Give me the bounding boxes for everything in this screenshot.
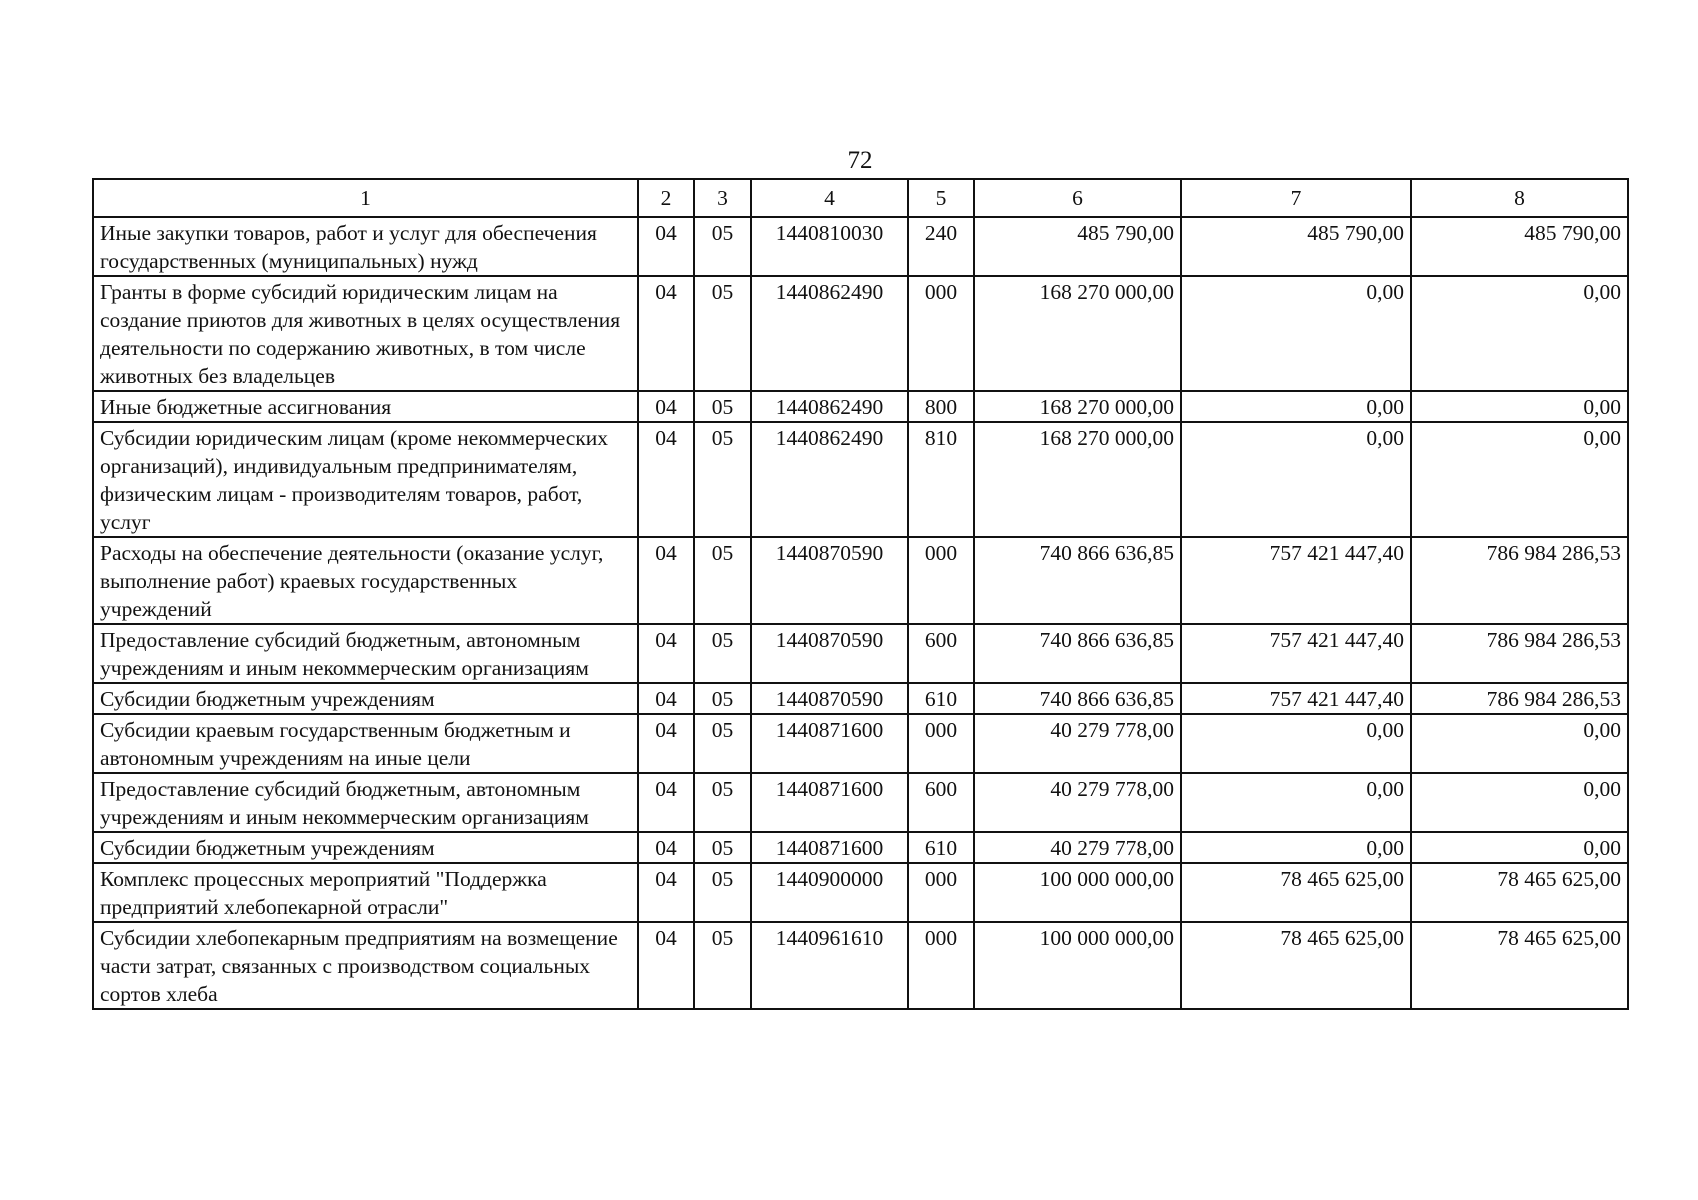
table-row — [93, 683, 1628, 714]
expense-name: Расходы на обеспечение деятельности (оказание услуг, выполнение работ) краевых государственных учреждений — [93, 537, 638, 624]
amount-col-7: 78 465 625,00 — [1181, 863, 1411, 922]
section-code: 04 — [638, 217, 694, 276]
column-header: 8 — [1411, 179, 1628, 217]
budget-table — [92, 178, 1629, 1010]
section-code: 04 — [638, 391, 694, 422]
expense-type-code: 000 — [908, 714, 974, 773]
subsection-code: 05 — [694, 683, 751, 714]
expense-type-code: 610 — [908, 683, 974, 714]
expense-name: Предоставление субсидий бюджетным, автономным учреждениям и иным некоммерческим организациям — [93, 624, 638, 683]
subsection-code: 05 — [694, 714, 751, 773]
amount-col-6: 40 279 778,00 — [974, 832, 1181, 863]
header-row — [93, 179, 1628, 217]
section-code: 04 — [638, 624, 694, 683]
amount-col-6: 40 279 778,00 — [974, 714, 1181, 773]
section-code: 04 — [638, 537, 694, 624]
table-row — [93, 276, 1628, 391]
section-code: 04 — [638, 422, 694, 537]
amount-col-6: 168 270 000,00 — [974, 276, 1181, 391]
target-article-code: 1440871600 — [751, 832, 908, 863]
section-code: 04 — [638, 832, 694, 863]
target-article-code: 1440870590 — [751, 624, 908, 683]
target-article-code: 1440810030 — [751, 217, 908, 276]
expense-type-code: 810 — [908, 422, 974, 537]
expense-name: Иные бюджетные ассигнования — [93, 391, 638, 422]
target-article-code: 1440862490 — [751, 391, 908, 422]
table-row — [93, 217, 1628, 276]
amount-col-8: 0,00 — [1411, 773, 1628, 832]
section-code: 04 — [638, 773, 694, 832]
amount-col-6: 168 270 000,00 — [974, 422, 1181, 537]
expense-name: Субсидии бюджетным учреждениям — [93, 832, 638, 863]
column-header: 1 — [93, 179, 638, 217]
expense-name: Субсидии хлебопекарным предприятиям на возмещение части затрат, связанных с производством социальных сортов хлеба — [93, 922, 638, 1009]
subsection-code: 05 — [694, 863, 751, 922]
expense-type-code: 800 — [908, 391, 974, 422]
amount-col-6: 485 790,00 — [974, 217, 1181, 276]
expense-name: Субсидии бюджетным учреждениям — [93, 683, 638, 714]
amount-col-8: 786 984 286,53 — [1411, 683, 1628, 714]
target-article-code: 1440900000 — [751, 863, 908, 922]
column-header: 2 — [638, 179, 694, 217]
amount-col-7: 0,00 — [1181, 422, 1411, 537]
page-number: 72 — [847, 147, 873, 174]
subsection-code: 05 — [694, 217, 751, 276]
amount-col-6: 100 000 000,00 — [974, 922, 1181, 1009]
table-row — [93, 624, 1628, 683]
target-article-code: 1440870590 — [751, 537, 908, 624]
column-header: 7 — [1181, 179, 1411, 217]
table-row — [93, 832, 1628, 863]
subsection-code: 05 — [694, 832, 751, 863]
expense-name: Комплекс процессных мероприятий "Поддержка предприятий хлебопекарной отрасли" — [93, 863, 638, 922]
expense-type-code: 000 — [908, 537, 974, 624]
amount-col-8: 786 984 286,53 — [1411, 624, 1628, 683]
expense-name: Иные закупки товаров, работ и услуг для обеспечения государственных (муниципальных) нужд — [93, 217, 638, 276]
amount-col-8: 78 465 625,00 — [1411, 863, 1628, 922]
amount-col-7: 757 421 447,40 — [1181, 537, 1411, 624]
column-header: 4 — [751, 179, 908, 217]
section-code: 04 — [638, 922, 694, 1009]
column-header: 3 — [694, 179, 751, 217]
target-article-code: 1440870590 — [751, 683, 908, 714]
amount-col-6: 168 270 000,00 — [974, 391, 1181, 422]
subsection-code: 05 — [694, 422, 751, 537]
column-header: 5 — [908, 179, 974, 217]
amount-col-8: 0,00 — [1411, 714, 1628, 773]
subsection-code: 05 — [694, 624, 751, 683]
section-code: 04 — [638, 863, 694, 922]
table-row — [93, 714, 1628, 773]
target-article-code: 1440862490 — [751, 422, 908, 537]
amount-col-7: 485 790,00 — [1181, 217, 1411, 276]
subsection-code: 05 — [694, 537, 751, 624]
amount-col-8: 0,00 — [1411, 422, 1628, 537]
amount-col-6: 40 279 778,00 — [974, 773, 1181, 832]
amount-col-8: 0,00 — [1411, 276, 1628, 391]
column-header: 6 — [974, 179, 1181, 217]
subsection-code: 05 — [694, 922, 751, 1009]
amount-col-8: 78 465 625,00 — [1411, 922, 1628, 1009]
expense-type-code: 600 — [908, 624, 974, 683]
subsection-code: 05 — [694, 773, 751, 832]
section-code: 04 — [638, 714, 694, 773]
amount-col-7: 0,00 — [1181, 391, 1411, 422]
expense-type-code: 000 — [908, 922, 974, 1009]
amount-col-6: 740 866 636,85 — [974, 683, 1181, 714]
amount-col-7: 0,00 — [1181, 832, 1411, 863]
subsection-code: 05 — [694, 276, 751, 391]
section-code: 04 — [638, 683, 694, 714]
table-row — [93, 391, 1628, 422]
expense-type-code: 600 — [908, 773, 974, 832]
target-article-code: 1440862490 — [751, 276, 908, 391]
expense-type-code: 240 — [908, 217, 974, 276]
amount-col-8: 485 790,00 — [1411, 217, 1628, 276]
table-row — [93, 922, 1628, 1009]
table-row — [93, 537, 1628, 624]
amount-col-7: 0,00 — [1181, 714, 1411, 773]
amount-col-7: 757 421 447,40 — [1181, 624, 1411, 683]
amount-col-7: 0,00 — [1181, 773, 1411, 832]
amount-col-7: 757 421 447,40 — [1181, 683, 1411, 714]
expense-name: Субсидии краевым государственным бюджетным и автономным учреждениям на иные цели — [93, 714, 638, 773]
expense-type-code: 000 — [908, 276, 974, 391]
amount-col-8: 0,00 — [1411, 391, 1628, 422]
amount-col-6: 740 866 636,85 — [974, 624, 1181, 683]
table-row — [93, 863, 1628, 922]
amount-col-8: 0,00 — [1411, 832, 1628, 863]
expense-type-code: 610 — [908, 832, 974, 863]
expense-type-code: 000 — [908, 863, 974, 922]
target-article-code: 1440961610 — [751, 922, 908, 1009]
section-code: 04 — [638, 276, 694, 391]
expense-name: Гранты в форме субсидий юридическим лицам на создание приютов для животных в целях осуществления деятельности по содержанию животных, в том числе животных без владельцев — [93, 276, 638, 391]
expense-name: Субсидии юридическим лицам (кроме некоммерческих организаций), индивидуальным предпринимателям, физическим лицам - производителям товаров, работ, услуг — [93, 422, 638, 537]
amount-col-7: 78 465 625,00 — [1181, 922, 1411, 1009]
target-article-code: 1440871600 — [751, 714, 908, 773]
amount-col-6: 100 000 000,00 — [974, 863, 1181, 922]
amount-col-8: 786 984 286,53 — [1411, 537, 1628, 624]
target-article-code: 1440871600 — [751, 773, 908, 832]
amount-col-7: 0,00 — [1181, 276, 1411, 391]
amount-col-6: 740 866 636,85 — [974, 537, 1181, 624]
expense-name: Предоставление субсидий бюджетным, автономным учреждениям и иным некоммерческим организациям — [93, 773, 638, 832]
table-row — [93, 773, 1628, 832]
table-row — [93, 422, 1628, 537]
subsection-code: 05 — [694, 391, 751, 422]
